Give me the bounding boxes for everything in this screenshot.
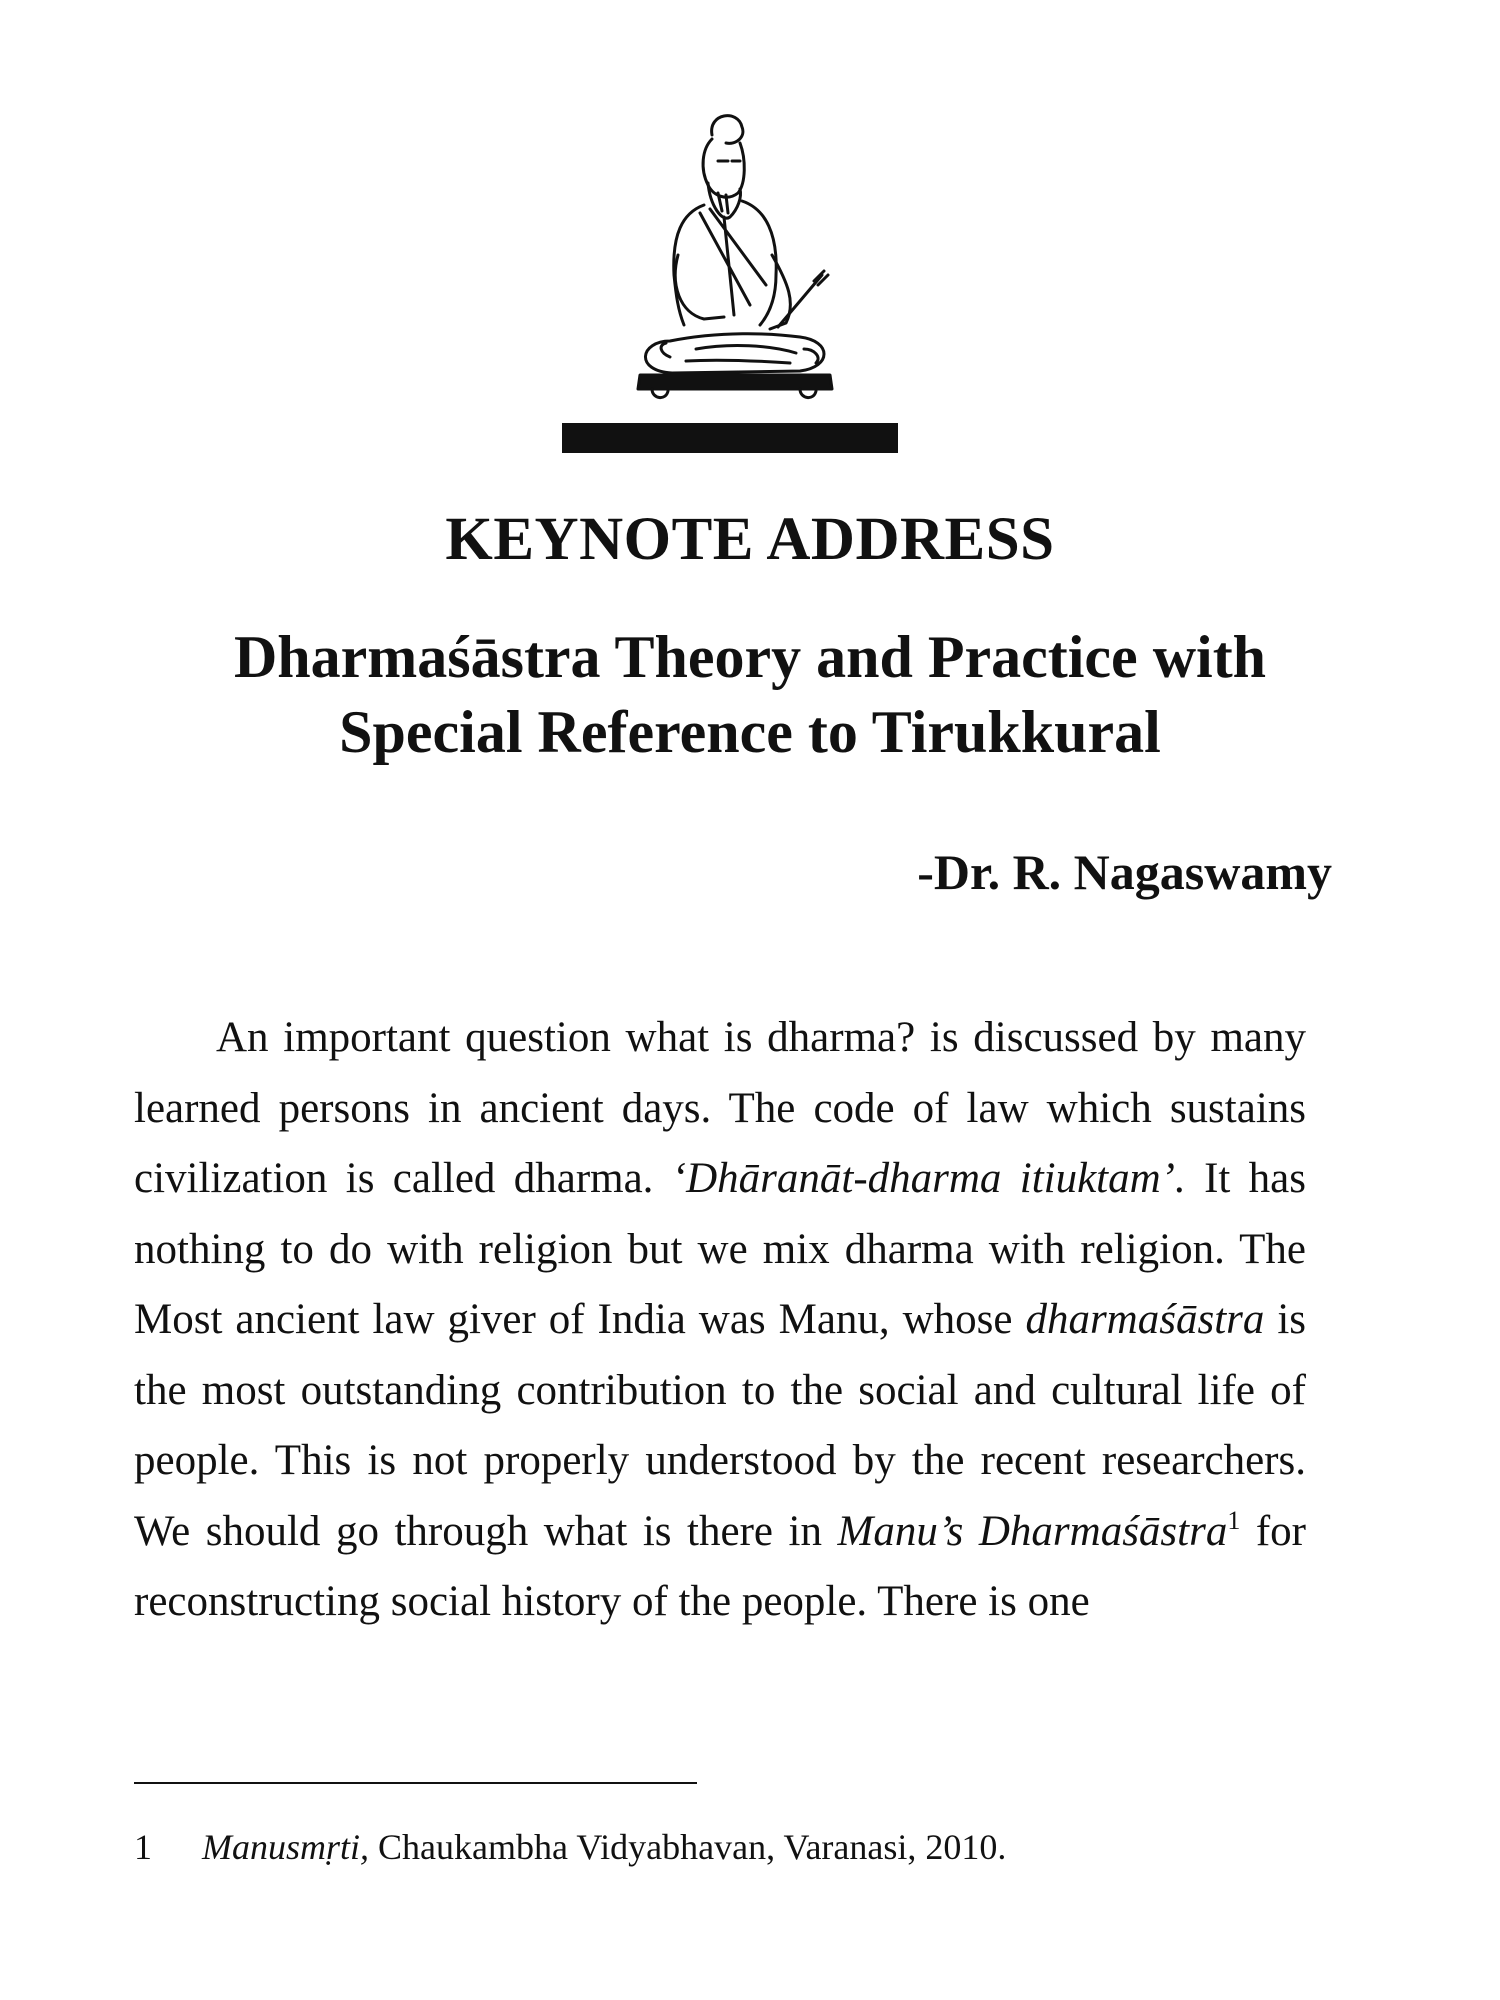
footnote-citation: Chaukambha Vidyabhavan, Varanasi, 2010. bbox=[369, 1827, 1007, 1867]
italic-term: dharmaśāstra bbox=[1025, 1296, 1265, 1343]
title-line-2: Special Reference to Tirukkural bbox=[339, 699, 1161, 765]
sanskrit-quote: ‘Dhāranāt-dharma itiuktam’. bbox=[671, 1155, 1186, 1202]
author-byline: -Dr. R. Nagaswamy bbox=[917, 844, 1332, 900]
body-text-part: for reconstructing social history of the people. There is one bbox=[134, 1507, 1307, 1625]
footnote bbox=[134, 1826, 1006, 1868]
footnote-reference[interactable]: 1 bbox=[1227, 1505, 1241, 1535]
body-text-part: is the most outstanding contribution to the social and cultural life of people. This is not properly understood by the recent researchers. We should go through what is there in bbox=[134, 1296, 1306, 1555]
italic-term: Manu’s Dharmaśāstra bbox=[837, 1507, 1228, 1555]
footnote-divider bbox=[134, 1782, 697, 1784]
footnote-number: 1 bbox=[134, 1827, 152, 1867]
body-text-part: An important question what is dharma? is discussed by many learned persons in ancient days. The code of law which sustains civilization is called dharma. bbox=[134, 1014, 1306, 1202]
body-text-part: It has nothing to do with religion but we mix dharma with religion. The Most ancient law giver of India was Manu, whose bbox=[134, 1155, 1306, 1343]
seated-sage-illustration bbox=[600, 105, 860, 410]
decorative-bar bbox=[562, 423, 898, 453]
title-line-1: Dharmaśāstra Theory and Practice with bbox=[233, 624, 1267, 690]
footnote-work-title: Manusmṛti, bbox=[202, 1827, 370, 1867]
body-paragraph bbox=[134, 1003, 1306, 1638]
section-label: KEYNOTE ADDRESS bbox=[445, 506, 1055, 573]
page-title bbox=[100, 620, 1400, 770]
